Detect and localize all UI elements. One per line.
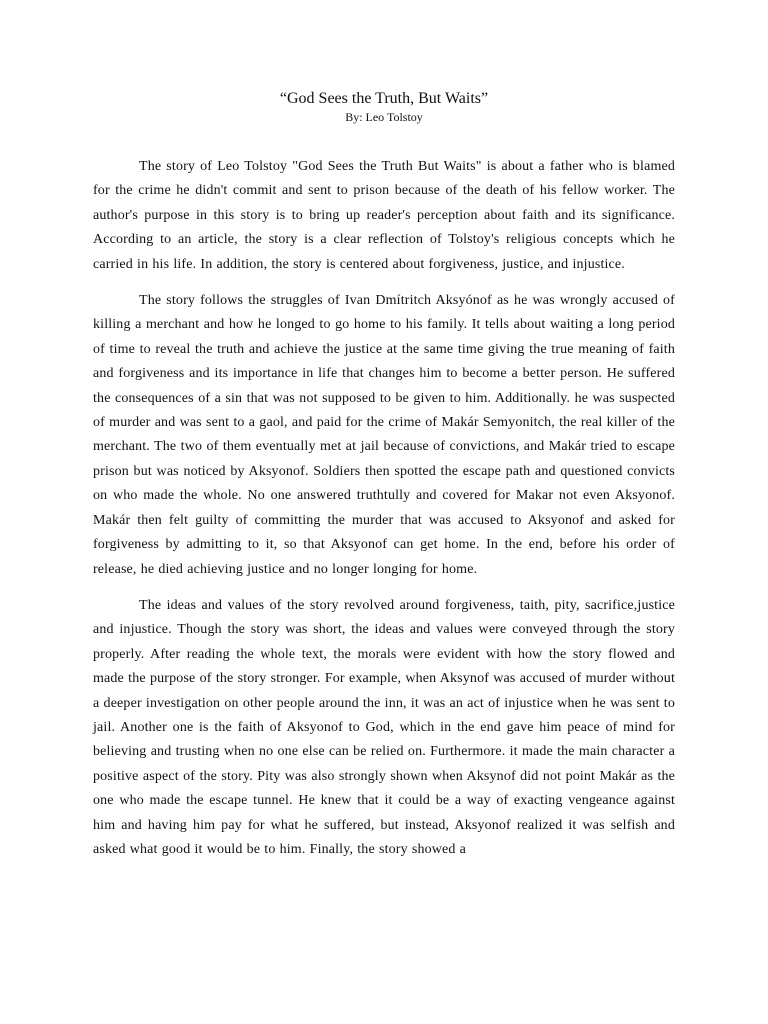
paragraph: The story follows the struggles of Ivan Dmítritch Aksyónof as he was wrongly accused of killing a merchant and how he longed to go home to his family. It tells about waiting a long period of time to reveal the truth and achieve the justice at the same time giving the true meaning of faith and forgiveness and its importance in life that changes him to become a better person. He suffered the consequences of a sin that was not supposed to be given to him. Additionally. he was suspected of murder and was sent to a gaol, and paid for the crime of Makár Semyonitch, the real killer of the merchant. The two of them eventually met at jail because of convictions, and Makár tried to escape prison but was noticed by Aksyonof. Soldiers then spotted the escape path and questioned convicts on who made the whole. No one answered truthtully and covered for Makar not even Aksyonof. Makár then felt guilty of committing the murder that was accused to Aksyonof and asked for forgiveness by admitting to it, so that Aksyonof can get home. In the end, before his order of release, he died achieving justice and no longer longing for home.: [93, 293, 675, 577]
paragraph: The ideas and values of the story revolved around forgiveness, taith, pity, sacrifice,justice and injustice. Though the story was short, the ideas and values were conveyed through the story properly. After reading the whole text, the morals were evident with how the story flowed and made the purpose of the story stronger. For example, when Aksynof was accused of murder without a deeper investigation on other people around the inn, it was an act of injustice when he was sent to jail. Another one is the faith of Aksyonof to God, which in the end gave him peace of mind for believing and trusting when no one else can be relied on. Furthermore. it made the main character a positive aspect of the story. Pity was also strongly shown when Aksynof did not point Makár as the one who made the escape tunnel. He knew that it could be a way of exacting vengeance against him and having him pay for what he suffered, but instead, Aksyonof realized it was selfish and asked what good it would be to him. Finally, the story showed a: [93, 597, 675, 857]
document-body: [93, 155, 675, 874]
document-title: “God Sees the Truth, But Waits”: [279, 90, 489, 107]
author-byline: By: Leo Tolstoy: [345, 110, 423, 124]
paragraph: The story of Leo Tolstoy "God Sees the Truth But Waits" is about a father who is blamed for the crime he didn't commit and sent to prison because of the death of his fellow worker. The author's purpose in this story is to bring up reader's perception about faith and its significance. According to an article, the story is a clear reflection of Tolstoy's religious concepts which he carried in his life. In addition, the story is centered about forgiveness, justice, and injustice.: [93, 159, 675, 272]
